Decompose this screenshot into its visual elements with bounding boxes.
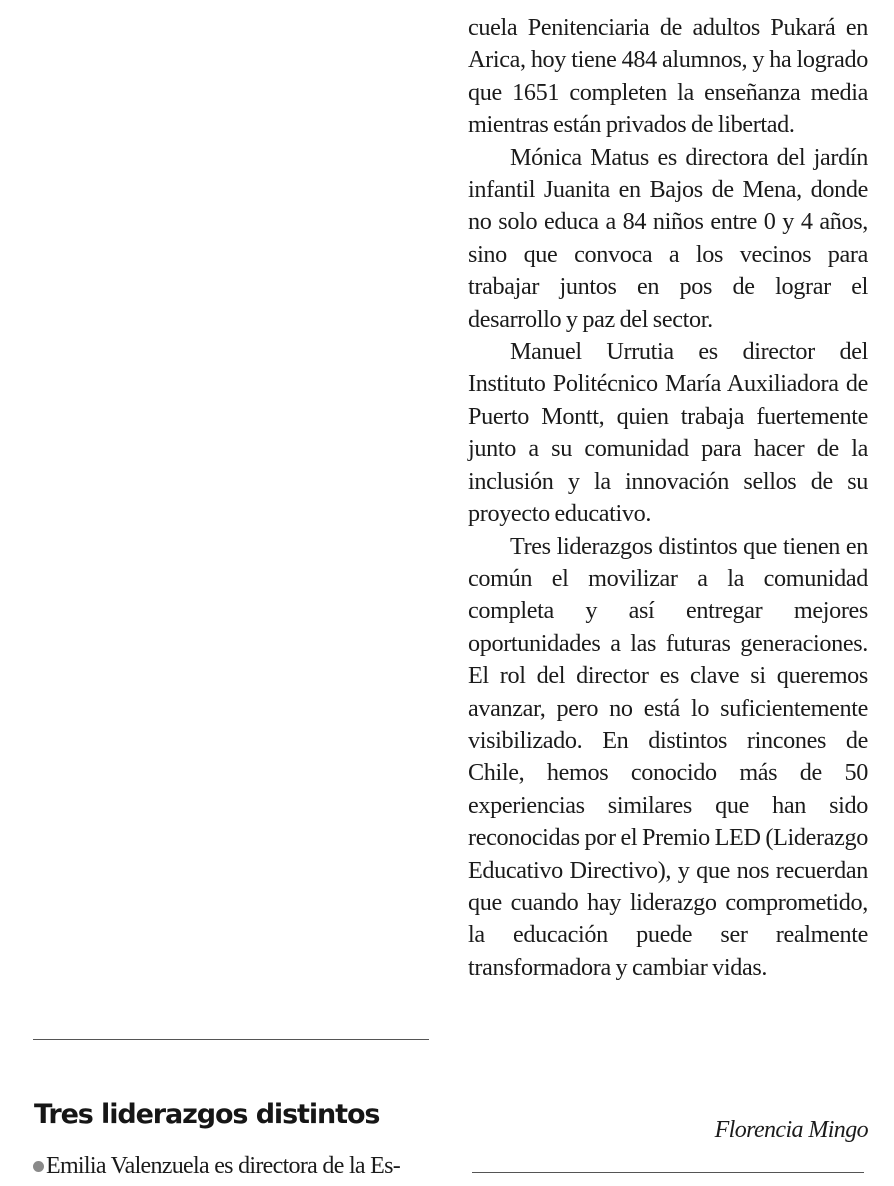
column-end-divider [472,1172,864,1173]
bullet-icon [33,1161,44,1172]
article-paragraph-1: cuela Penitenciaria de adultos Pukará en Arica, hoy tiene 484 alumnos, y ha logrado que 1651 completen la enseñanza media mientras están privados de libertad. [468,14,868,139]
article-paragraph-3: Manuel Urrutia es director del Instituto Politécnico María Auxiliadora de Puerto Montt, quien trabaja fuertemente junto a su comunidad para hacer de la inclusión y la innovación sellos de su proyecto educativo. [468,338,868,528]
article-column [468,12,868,984]
section-heading: Tres liderazgos distintos [34,1099,380,1130]
section-first-line-text: Emilia Valenzuela es directora de la Es- [46,1153,401,1179]
section-first-line [33,1150,443,1182]
article-paragraph-2: Mónica Matus es directora del jardín infantil Juanita en Bajos de Mena, donde no solo educa a 84 niños entre 0 y 4 años, sino que convoca a los vecinos para trabajar juntos en pos de lograr el desarrollo y paz del sector. [468,143,868,333]
article-paragraph-4: Tres liderazgos distintos que tienen en común el movilizar a la comunidad completa y así entregar mejores oportunidades a las futuras generaciones. El rol del director es clave si queremos avanzar, pero no está lo suficientemente visibilizado. En distintos rincones de Chile, hemos conocido más de 50 experiencias similares que han sido reconocidas por el Premio LED (Liderazgo Educativo Directivo), y que nos recuerdan que cuando hay liderazgo comprometido, la educación puede ser realmente transformadora y cambiar vidas. [468,532,868,981]
author-signature: Florencia Mingo [714,1117,868,1143]
section-divider [33,1039,429,1040]
